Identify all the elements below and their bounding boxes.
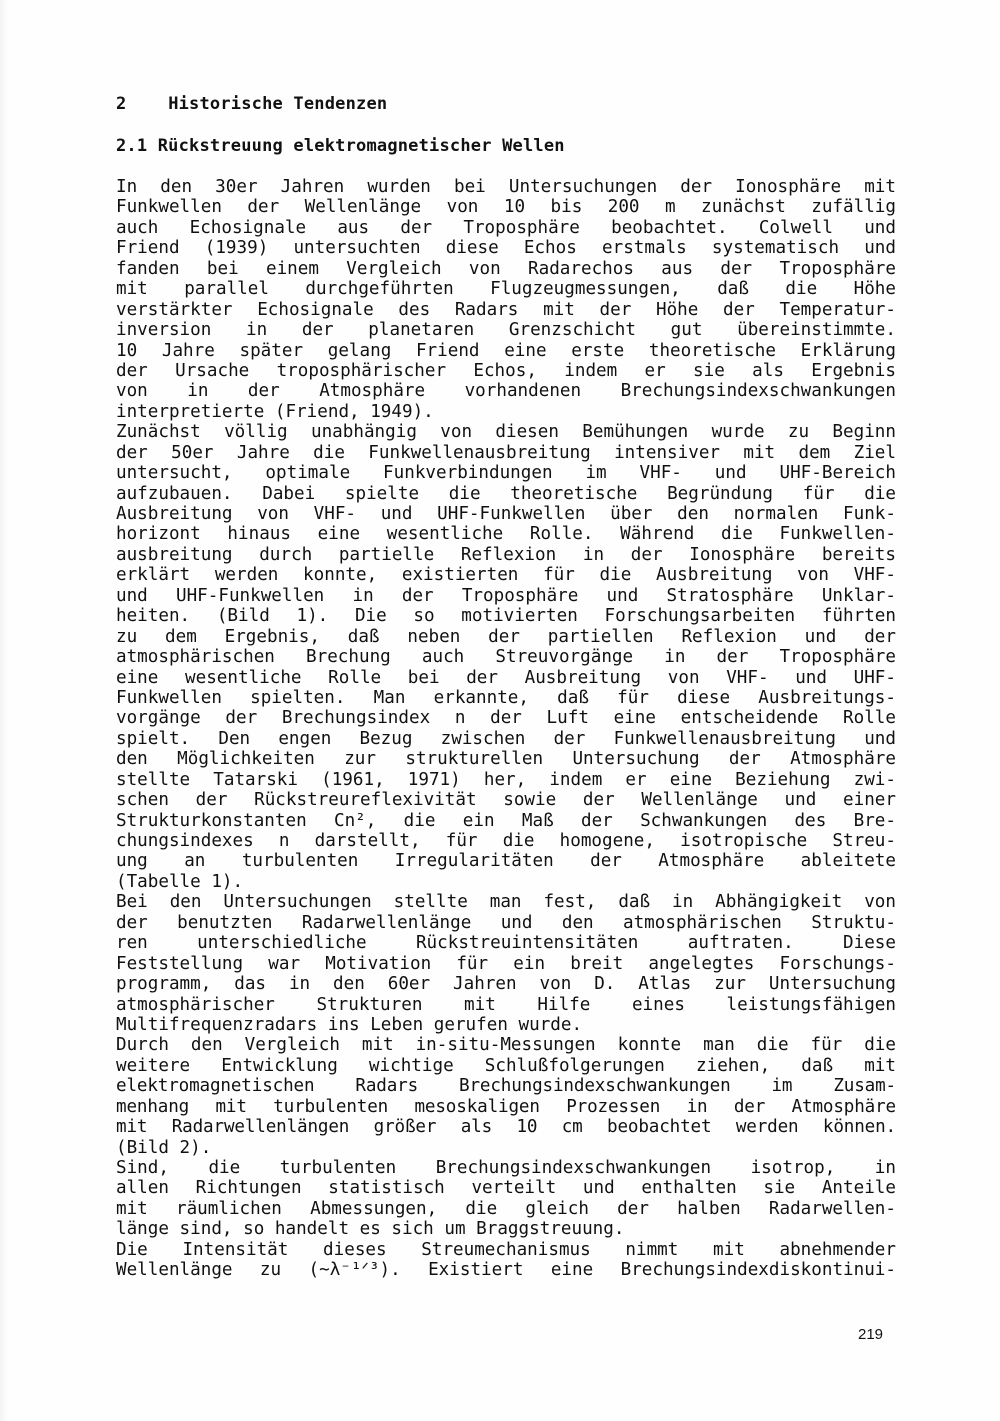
text-line: vorgänge der Brechungsindex n der Luft eine entscheidende Rolle: [116, 708, 896, 729]
text-line: ung an turbulenten Irregularitäten der Atmosphäre ableitete: [116, 851, 896, 872]
text-line: Bei den Untersuchungen stellte man fest, daß in Abhängigkeit von: [116, 892, 896, 913]
text-line: untersucht, optimale Funkverbindungen im VHF- und UHF-Bereich: [116, 463, 896, 484]
text-line: Sind, die turbulenten Brechungsindexschwankungen isotrop, in: [116, 1158, 896, 1178]
text-line: Multifrequenzradars ins Leben gerufen wurde.: [116, 1014, 583, 1035]
text-line: spielt. Den engen Bezug zwischen der Funkwellenausbreitung und: [116, 728, 896, 749]
text-line: ausbreitung durch partielle Reflexion in der Ionosphäre bereits: [116, 544, 896, 565]
text-line: auch Echosignale aus der Troposphäre beobachtet. Colwell und: [116, 217, 896, 238]
page-number: 219: [858, 1326, 884, 1343]
text-line: von in der Atmosphäre vorhandenen Brechungsindexschwankungen: [116, 381, 896, 402]
text-line: elektromagnetischen Radars Brechungsindexschwankungen im Zusam-: [116, 1076, 896, 1097]
text-line: schen der Rückstreureflexivität sowie der Wellenlänge und einer: [116, 790, 896, 811]
text-line: länge sind, so handelt es sich um Braggstreuung.: [116, 1219, 625, 1240]
text-line: verstärkter Echosignale des Radars mit der Höhe der Temperatur-: [116, 299, 896, 320]
subsection-title: Rückstreuung elektromagnetischer Wellen: [157, 136, 565, 156]
text-line: heiten. (Bild 1). Die so motivierten Forschungsarbeiten führten: [116, 606, 896, 627]
text-line: Ausbreitung von VHF- und UHF-Funkwellen über den normalen Funk-: [116, 504, 896, 524]
text-line: fanden bei einem Vergleich von Radarechos aus der Troposphäre: [116, 258, 896, 279]
text-line: Friend (1939) untersuchten diese Echos erstmals systematisch und: [116, 238, 896, 259]
scan-edge-shadow: [0, 0, 8, 1421]
text-line: (Tabelle 1).: [116, 871, 244, 892]
text-line: interpretierte (Friend, 1949).: [116, 401, 434, 422]
text-line: Zunächst völlig unabhängig von diesen Bemühungen wurde zu Beginn: [116, 422, 896, 443]
body-text: [116, 177, 896, 1281]
text-line: Strukturkonstanten Cn², die ein Maß der Schwankungen des Bre-: [116, 810, 896, 831]
subsection-number: 2.1: [116, 136, 148, 156]
text-line: weitere Entwicklung wichtige Schlußfolgerungen ziehen, daß mit: [116, 1055, 896, 1076]
text-line: horizont hinaus eine wesentliche Rolle. Während die Funkwellen-: [116, 524, 896, 545]
text-line: menhang mit turbulenten mesoskaligen Prozessen in der Atmosphäre: [116, 1096, 896, 1117]
text-line: der 50er Jahre die Funkwellenausbreitung intensiver mit dem Ziel: [116, 442, 896, 463]
text-line: In den 30er Jahren wurden bei Untersuchungen der Ionosphäre mit: [116, 177, 896, 197]
text-line: chungsindexes n darstellt, für die homogene, isotropische Streu-: [116, 831, 896, 851]
section-number: 2: [116, 94, 127, 114]
text-line: programm, das in den 60er Jahren von D. Atlas zur Untersuchung: [116, 974, 896, 995]
text-line: zu dem Ergebnis, daß neben der partiellen Reflexion und der: [116, 626, 896, 647]
text-line: 10 Jahre später gelang Friend eine erste theoretische Erklärung: [116, 340, 896, 361]
text-line: und UHF-Funkwellen in der Troposphäre und Stratosphäre Unklar-: [116, 585, 896, 606]
text-line: den Möglichkeiten zur strukturellen Untersuchung der Atmosphäre: [116, 749, 896, 770]
section-heading: [116, 94, 387, 114]
text-line: (Bild 2).: [116, 1137, 212, 1158]
text-line: aufzubauen. Dabei spielte die theoretische Begründung für die: [116, 483, 896, 504]
text-line: atmosphärischen Brechung auch Streuvorgänge in der Troposphäre: [116, 647, 896, 668]
text-line: atmosphärischer Strukturen mit Hilfe eines leistungsfähigen: [116, 994, 896, 1015]
text-line: stellte Tatarski (1961, 1971) her, indem er eine Beziehung zwi-: [116, 769, 896, 790]
text-line: allen Richtungen statistisch verteilt und enthalten sie Anteile: [116, 1178, 896, 1199]
text-line: Durch den Vergleich mit in-situ-Messungen konnte man die für die: [116, 1035, 896, 1056]
text-line: Wellenlänge zu (~λ⁻¹ᐟ³). Existiert eine Brechungsindexdiskontinui-: [116, 1260, 896, 1281]
text-line: mit parallel durchgeführten Flugzeugmessungen, daß die Höhe: [116, 279, 896, 300]
text-line: eine wesentliche Rolle bei der Ausbreitung von VHF- und UHF-: [116, 667, 896, 688]
text-line: Feststellung war Motivation für ein breit angelegtes Forschungs-: [116, 953, 896, 974]
text-line: der benutzten Radarwellenlänge und den atmosphärischen Struktu-: [116, 912, 896, 933]
text-line: inversion in der planetaren Grenzschicht gut übereinstimmte.: [116, 320, 896, 341]
section-title: Historische Tendenzen: [168, 94, 388, 114]
text-line: der Ursache troposphärischer Echos, indem er sie als Ergebnis: [116, 360, 896, 381]
text-line: Funkwellen spielten. Man erkannte, daß für diese Ausbreitungs-: [116, 687, 896, 708]
text-line: mit räumlichen Abmessungen, die gleich der halben Radarwellen-: [116, 1198, 896, 1219]
text-line: mit Radarwellenlängen größer als 10 cm beobachtet werden können.: [116, 1117, 896, 1138]
subsection-heading: [116, 136, 565, 156]
text-line: erklärt werden konnte, existierten für die Ausbreitung von VHF-: [116, 565, 896, 586]
text-line: Funkwellen der Wellenlänge von 10 bis 200 m zunächst zufällig: [116, 197, 896, 218]
text-line: Die Intensität dieses Streumechanismus nimmt mit abnehmender: [116, 1239, 896, 1260]
text-line: ren unterschiedliche Rückstreuintensitäten auftraten. Diese: [116, 933, 896, 954]
